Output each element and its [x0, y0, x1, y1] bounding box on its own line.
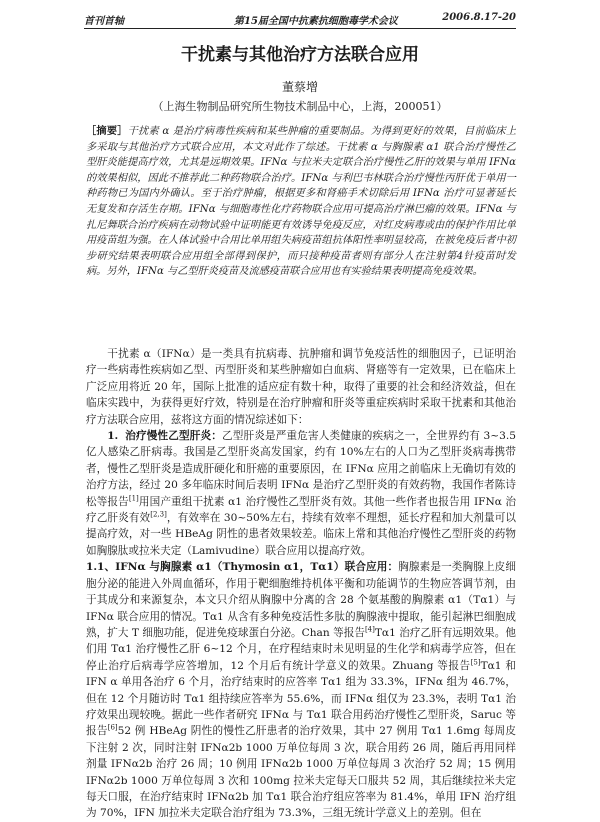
citation-2-3: [2,3] [150, 510, 167, 519]
citation-1: [1] [128, 494, 139, 503]
header-date: 2006.8.17-20 [442, 12, 516, 23]
section-1-text-3: ，有效率在 30~50%左右，持续有效率不理想，延长疗程和加大剂量可以提高疗效，对一些 HBeAg 阴性的患者效果较差。临床上常和其他治疗慢性乙型肝炎的药物如胸腺肽或拉米夫定（Lamivudine）联合应用以提高疗效。 [86, 512, 516, 557]
citation-5: [5] [470, 658, 481, 667]
section-1-text-2: 用国产重组干扰素 α1 治疗慢性乙型肝炎有效。其他一些作者也报告用 IFNα 治疗乙肝炎有效 [86, 495, 516, 525]
section-1-title: 治疗慢性乙型肝炎： [125, 430, 223, 443]
citation-4: [4] [364, 625, 375, 634]
section-1-1-text-2: Tα1 治疗乙肝有远期效果。他们用 Tα1 治疗慢性乙肝 6~12 个月，在疗程结束时未见明显的生化学和病毒学应答，但在停止治疗后病毒学应答增加，12 个月后有统计学意义的效果。Zhuang 等报告 [86, 626, 516, 672]
abstract-text: 干扰素 α 是治疗病毒性疾病和某些肿瘤的重要制品。为得到更好的效果，目前临床上多采取与其他治疗方式联合应用，本文对此作了综述。干扰素 α 与胸腺素 α1 联合治疗慢性乙型肝炎能提高疗效，尤其是远期效果。IFNα 与拉米夫定联合治疗慢性乙肝的效果与单用 IFNα 的效果相似，因此不推荐此二种药物联合治疗。IFNα 与利巴韦林联合治疗慢性丙肝优于单用一种药物已为国内外确认。至于治疗肿瘤，根据更多和肾癌手术切除后用 IFNα 治疗可显著延长无复发和存活生存期。IFNα 与细胞毒性化疗药物联合应用可提高治疗淋巴瘤的效果。IFNα 与扎尼舞联合治疗疾病在动物试验中证明能更有效诱导免疫反应，对红皮病毒或由的保护作用比单用疫苗组为强。在人体试验中合用比单用组失病疫苗组抗体阳性率明显较高，在被免疫后者中初步研究结果表明联合应用组全部得到保护，而只接种疫苗者则有部分人在注射第4针疫苗时发病。另外，IFNα 与乙型肝炎疫苗及流感疫苗联合应用也有实验结果表明提高免疫效果。 [86, 126, 517, 278]
section-1-1-text: 胸腺素是一类胸腺上皮细胞分泌的能进入外周血循环，作用于靶细胞维持机体平衡和功能调节的生物应答调节剂，由于其成分和来源复杂，本文只介绍从胸腺中分离的含 28 个氨基酸的胸腺素 α1（Tα1）与 IFNα 联合应用的情况。Tα1 从含有多种免疫活性多肽的胸腺液中提取，能引起淋巴细胞成熟，扩大 T 细胞功能，促进免疫球蛋白分泌。Chan 等报告 [86, 561, 516, 639]
section-1-paragraph [86, 428, 516, 559]
header-left: 首刊首轴 [84, 16, 124, 27]
citation-6: [6] [107, 723, 118, 732]
affiliation: （上海生物制品研究所生物技术制品中心，上海，200051） [152, 100, 448, 113]
abstract [86, 124, 516, 280]
section-1-text: 乙型肝炎是严重危害人类健康的疾病之一，全世界约有 3~3.5 亿人感染乙肝病毒。我国是乙型肝炎高发国家，约有 10%左右的人口为乙型肝炎病毒携带者，慢性乙型肝炎是造成肝硬化和肝癌的重要原因，在 IFNα 应用之前临床上无确切有效的治疗方法，经过 20 多年临床时间后表明 IFNα 是治疗乙型肝炎的有效药物，我国作者陈诗松等报告 [86, 430, 516, 508]
paper-title: 干扰素与其他治疗方法联合应用 [181, 45, 419, 65]
header-conference: 第15届全国中抗素抗细胞毒学术会议 [234, 16, 398, 27]
section-1-1-paragraph [86, 559, 516, 822]
section-1-1-text-3: Tα1 和 IFN α 单用各治疗 6 个月，治疗结束时的应答率 Tα1 组为 33.3%，IFNα 组为 46.7%，但在 12 个月随访时 Tα1 组持续应答率为 55.6%，而 IFNα 组仅为 23.3%，表明 Tα1 治疗效果出现较晚。据此一些作者研究 IFNα 与 Tα1 联合用药治疗慢性乙型肝炎，Saruc 等报告 [86, 659, 517, 738]
section-1-1-text-4: 52 例 HBeAg 阴性的慢性乙肝患者的治疗效果，其中 27 例用 Tα1 1.6mg 每周皮下注射 2 次，同时注射 IFNα2b 1000 万单位每周 3 次，联合用药 26 周，随后再用同样剂量 IFNα2b 治疗 26 周；10 例用 IFNα2b 1000 万单位每周 3 次治疗 52 周；15 例用 IFNα2b 1000 万单位每周 3 次和 100mg 拉米夫定每天口服共 52 周，其后继续拉米夫定每天口服，在治疗结束时 IFNα2b 加 Tα1 联合治疗组应答率为 81.4%，单用 IFN 治疗组为 70%，IFN 加拉米夫定联合治疗组为 73.3%，三组无统计学意义上的差别。但在 [86, 725, 516, 820]
body-text [86, 346, 516, 822]
section-1-1-number: 1.1、 [86, 561, 116, 574]
author: 董蔡增 [281, 80, 318, 94]
intro-paragraph: 干扰素 α（IFNα）是一类具有抗病毒、抗肿瘤和调节免疫活性的细胞因子，已证明治疗一些病毒性疾病如乙型、丙型肝炎和某些肿瘤如白血病、肾癌等有一定效果，已在临床上广泛应用将近 20 年，国际上批准的适应症有数十种，取得了重要的社会和经济效益，但在临床实践中，为获得更好疗效，特别是在治疗肿瘤和肝炎等重症疾病时采取干扰素和其他治疗方法联合应用，兹将这方面的情况综述如下： [86, 348, 516, 426]
section-1-1-title: IFNα 与胸腺素 α1（Thymosin α1，Tα1）联合应用： [115, 561, 399, 574]
section-1-number: 1. [107, 430, 119, 443]
header-rule [84, 28, 516, 29]
abstract-label: ［摘要］ [86, 125, 128, 137]
running-header [84, 12, 516, 28]
